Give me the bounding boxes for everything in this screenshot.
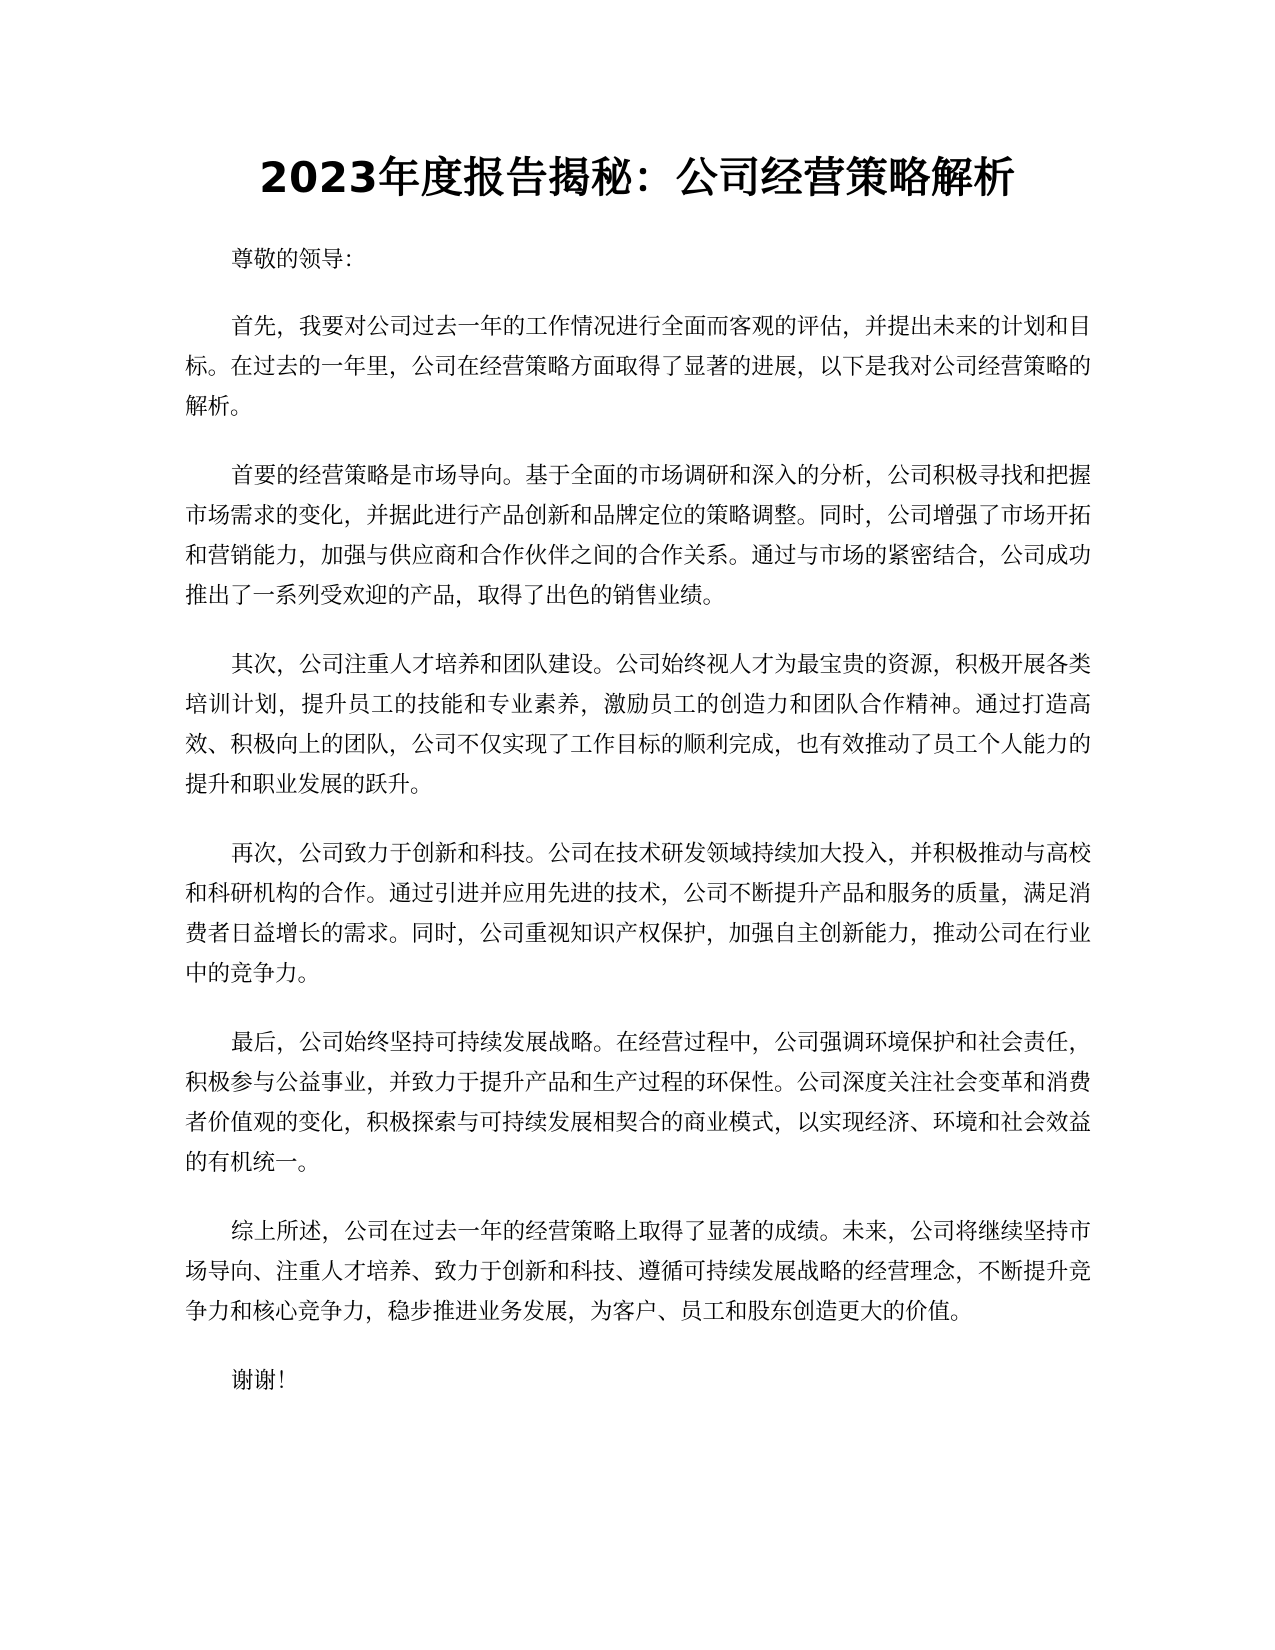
document-body: [185, 240, 1091, 1430]
paragraph-innovation-technology: 再次，公司致力于创新和科技。公司在技术研发领域持续加大投入，并积极推动与高校和科研机构的合作。通过引进并应用先进的技术，公司不断提升产品和服务的质量，满足消费者日益增长的需求。同时，公司重视知识产权保护，加强自主创新能力，推动公司在行业中的竞争力。: [185, 841, 1091, 987]
paragraph-intro: 首先，我要对公司过去一年的工作情况进行全面而客观的评估，并提出未来的计划和目标。在过去的一年里，公司在经营策略方面取得了显著的进展，以下是我对公司经营策略的解析。: [185, 314, 1091, 420]
document-title: 2023年度报告揭秘：公司经营策略解析: [259, 153, 1016, 202]
paragraph-summary: 综上所述，公司在过去一年的经营策略上取得了显著的成绩。未来，公司将继续坚持市场导向、注重人才培养、致力于创新和科技、遵循可持续发展战略的经营理念，不断提升竞争力和核心竞争力，稳步推进业务发展，为客户、员工和股东创造更大的价值。: [185, 1219, 1091, 1325]
paragraph-sustainability: 最后，公司始终坚持可持续发展战略。在经营过程中，公司强调环境保护和社会责任，积极参与公益事业，并致力于提升产品和生产过程的环保性。公司深度关注社会变革和消费者价值观的变化，积极探索与可持续发展相契合的商业模式，以实现经济、环境和社会效益的有机统一。: [185, 1030, 1091, 1176]
salutation: 尊敬的领导：: [231, 247, 367, 273]
closing-thanks: 谢谢！: [231, 1368, 299, 1394]
paragraph-talent-development: 其次，公司注重人才培养和团队建设。公司始终视人才为最宝贵的资源，积极开展各类培训计划，提升员工的技能和专业素养，激励员工的创造力和团队合作精神。通过打造高效、积极向上的团队，公司不仅实现了工作目标的顺利完成，也有效推动了员工个人能力的提升和职业发展的跃升。: [185, 652, 1091, 798]
paragraph-market-orientation: 首要的经营策略是市场导向。基于全面的市场调研和深入的分析，公司积极寻找和把握市场需求的变化，并据此进行产品创新和品牌定位的策略调整。同时，公司增强了市场开拓和营销能力，加强与供应商和合作伙伴之间的合作关系。通过与市场的紧密结合，公司成功推出了一系列受欢迎的产品，取得了出色的销售业绩。: [185, 463, 1091, 609]
